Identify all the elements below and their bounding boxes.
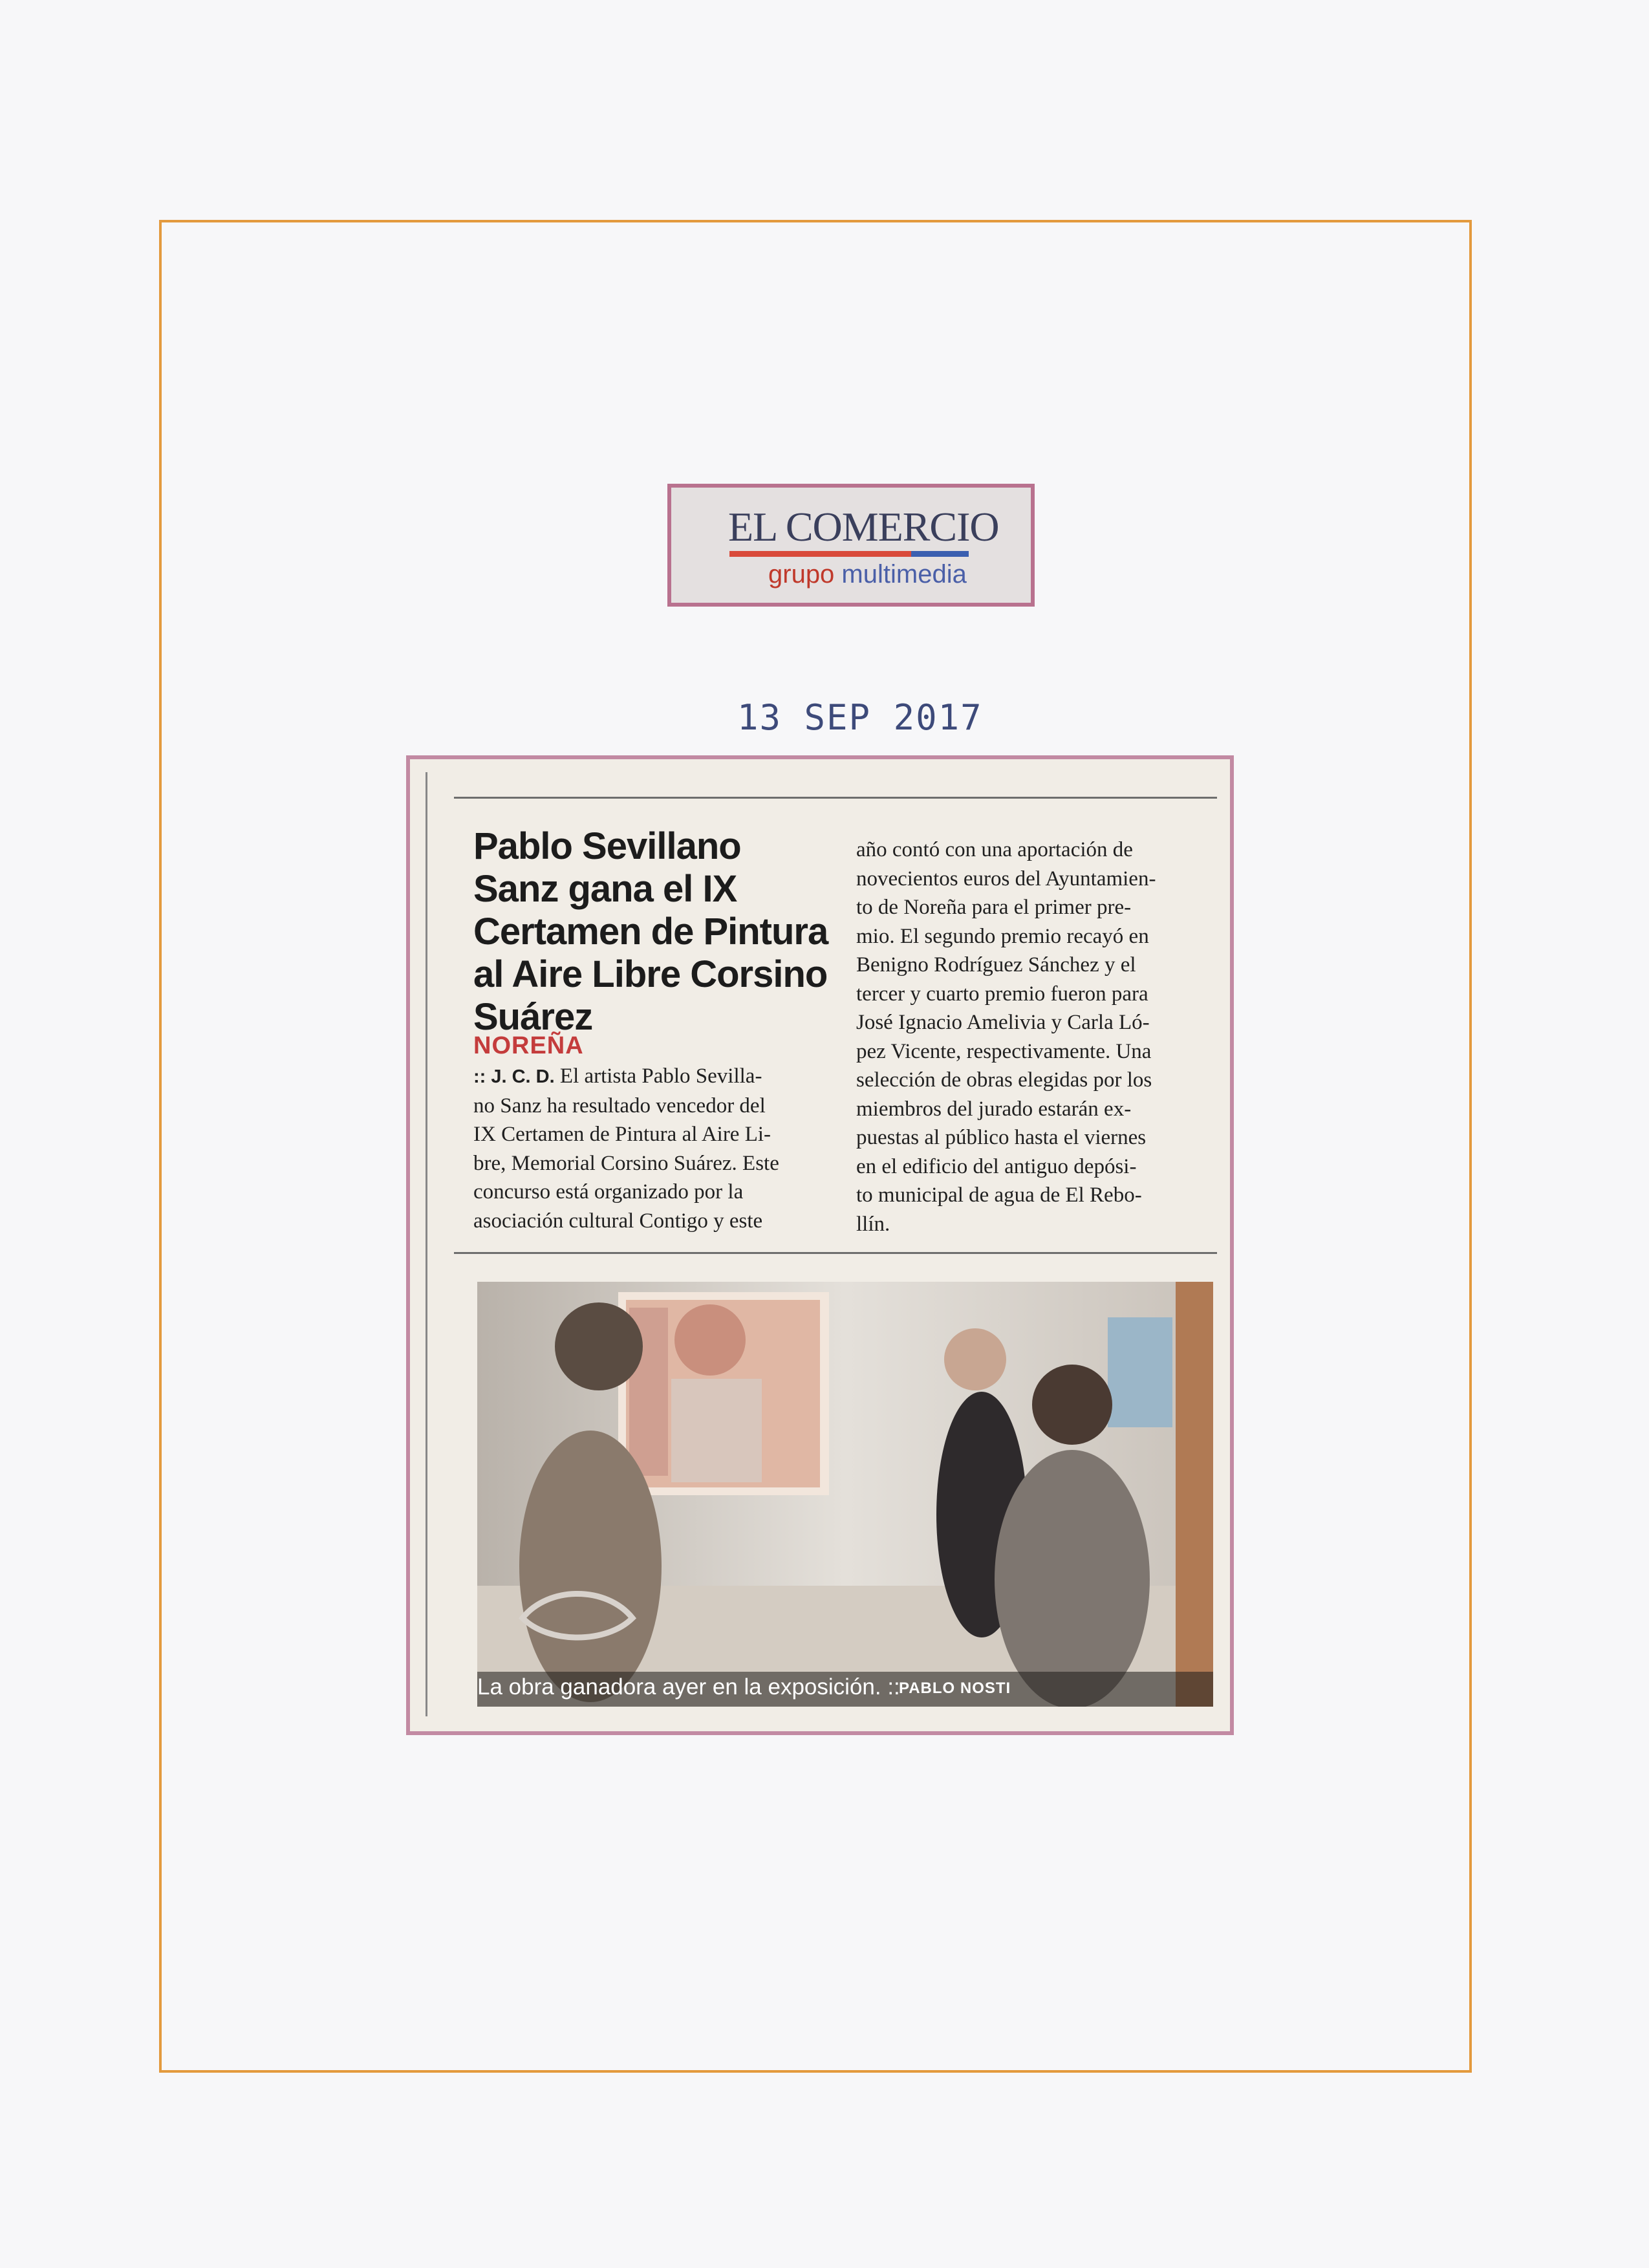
article-column-1 bbox=[473, 1062, 826, 1235]
photo-rule bbox=[454, 1252, 1217, 1254]
article-column-2: año contó con una aportación de novecientos euros del Ayuntamien- to de Noreña para el primer pre- mio. El segundo premio recayó en Benigno Rodríguez Sánchez y el tercer y cuarto premio fueron para José Ignacio Amelivia y Carla Ló- pez Vicente, respectivamente. Una selección de obras elegidas por los miembros del jurado estarán ex- puestas al público hasta el viernes en el edificio del antiguo depósi- to municipal de agua de El Rebo- llín. bbox=[856, 838, 1156, 1236]
logo-subtitle bbox=[768, 560, 967, 589]
newspaper-logo bbox=[667, 484, 1035, 607]
photo-caption: La obra ganadora ayer en la exposición. :: bbox=[477, 1674, 900, 1700]
photo-credit: PABLO NOSTI bbox=[899, 1679, 1011, 1697]
left-column-rule bbox=[426, 772, 427, 1716]
top-rule bbox=[454, 797, 1217, 799]
date-stamp: 13 SEP 2017 bbox=[737, 697, 983, 738]
logo-subtitle-b: multimedia bbox=[834, 560, 967, 589]
logo-title: EL COMERCIO bbox=[728, 504, 999, 550]
article-headline: Pablo Sevillano Sanz gana el IX Certamen de Pintura al Aire Libre Corsino Suárez bbox=[473, 825, 828, 1038]
article-column-1-text: El artista Pablo Sevilla- no Sanz ha resultado vencedor del IX Certamen de Pintura al Aire Li- bre, Memorial Corsino Suárez. Este concurso está organizado por la asociación cultural Contigo y este bbox=[473, 1064, 779, 1233]
article-location: NOREÑA bbox=[473, 1032, 584, 1059]
article-byline: :: J. C. D. bbox=[473, 1066, 555, 1087]
logo-underline bbox=[729, 551, 969, 557]
article-photo bbox=[477, 1282, 1213, 1707]
newspaper-clipping bbox=[406, 755, 1234, 1735]
exhibition-photo-illustration bbox=[477, 1282, 1213, 1707]
logo-subtitle-a: grupo bbox=[768, 560, 835, 589]
